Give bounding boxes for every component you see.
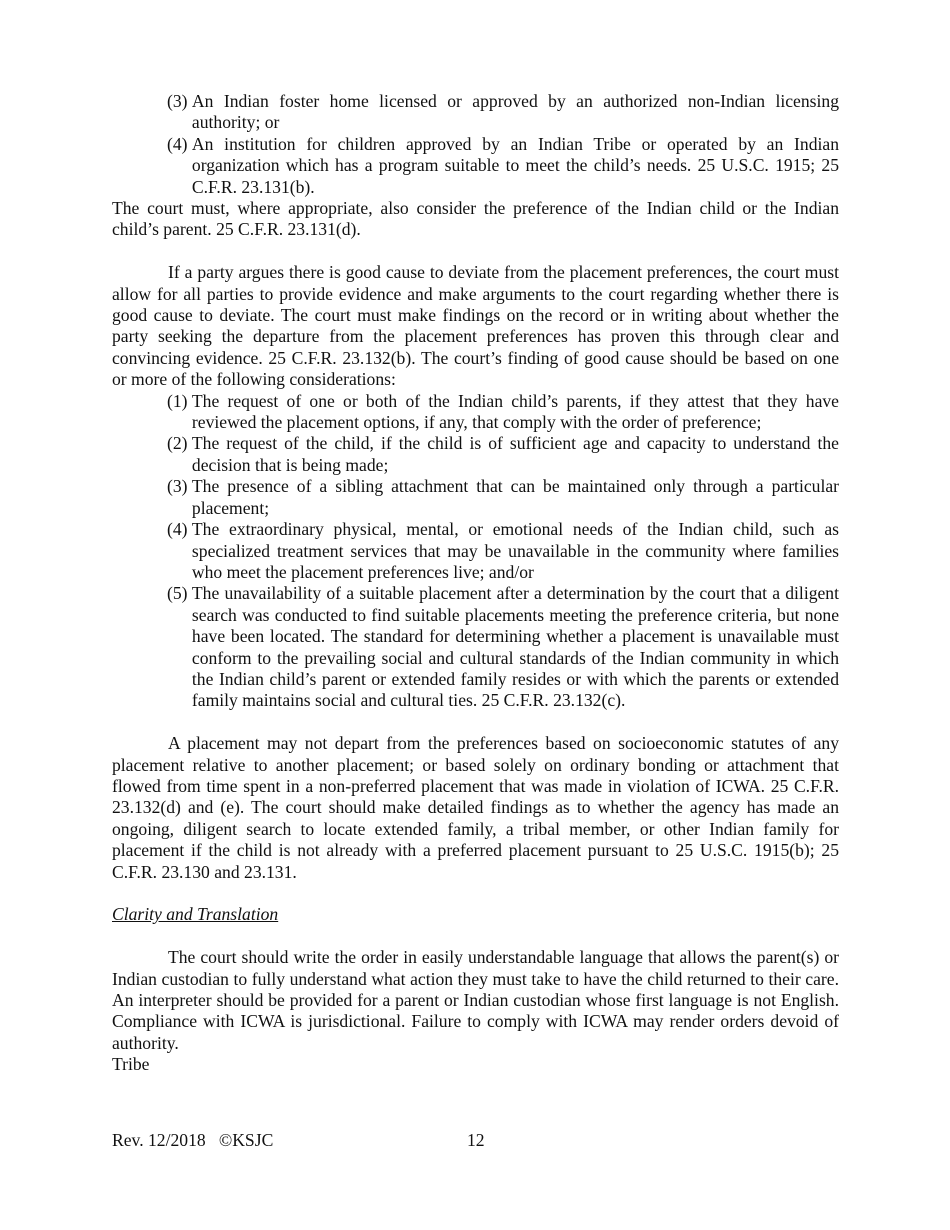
list-item-text: The request of the child, if the child is of sufficient age and capacity to understand the decision that is being made; — [191, 433, 839, 475]
list-item — [167, 91, 839, 134]
list-item — [167, 519, 839, 583]
paragraph-gap — [112, 883, 839, 904]
page-footer — [112, 1129, 839, 1151]
footer-revision: Rev. 12/2018 ©KSJC — [112, 1130, 274, 1150]
placement-preference-list — [167, 91, 839, 198]
list-item-text: The extraordinary physical, mental, or emotional needs of the Indian child, such as specialized treatment services that may be unavailable in the community where families who meet the placement preferences live; and/or — [191, 519, 839, 582]
paragraph-gap — [112, 241, 839, 262]
paragraph-gap — [112, 712, 839, 733]
good-cause-considerations-list — [167, 391, 839, 712]
list-item-text: The presence of a sibling attachment that can be maintained only through a particular placement; — [191, 476, 839, 518]
list-item-number: (5) — [167, 583, 192, 604]
list-item-text: An Indian foster home licensed or approved by an authorized non-Indian licensing authority; or — [191, 91, 839, 133]
section-heading-clarity — [112, 904, 839, 925]
paragraph-gap — [112, 926, 839, 947]
list-item — [167, 476, 839, 519]
list-item-text: An institution for children approved by an Indian Tribe or operated by an Indian organization which has a program suitable to meet the child’s needs. 25 U.S.C. 1915; 25 C.F.R. 23.131(b). — [191, 133, 839, 197]
list-item-number: (1) — [167, 390, 192, 411]
page-number: 12 — [467, 1130, 485, 1150]
paragraph-good-cause: If a party argues there is good cause to deviate from the placement preferences, the court must allow for all parties to provide evidence and make arguments to the court regarding whether there is good cause to deviate. The court must make findings on the record or in writing about whether the party seeking the departure from the placement preferences has proven this through clear and convincing evidence. 25 C.F.R. 23.132(b). The court’s finding of good cause should be based on one or more of the following considerations: — [112, 262, 839, 390]
list-item — [167, 391, 839, 434]
list-item-number: (3) — [167, 91, 192, 111]
list-item — [167, 433, 839, 476]
section-heading-text: Clarity and Translation — [112, 904, 279, 925]
paragraph-preference: The court must, where appropriate, also consider the preference of the Indian child or the Indian child’s parent. 25 C.F.R. 23.131(d). — [112, 198, 839, 240]
list-item-text: The request of one or both of the Indian child’s parents, if they attest that they have reviewed the placement options, if any, that comply with the order of preference; — [191, 390, 839, 433]
document-body — [112, 91, 839, 1076]
list-item-number: (3) — [167, 476, 192, 497]
paragraph-clarity: The court should write the order in easily understandable language that allows the parent(s) or Indian custodian to fully understand what action they must take to have the child returned to their care. An interpreter should be provided for a parent or Indian custodian whose first language is not English. Compliance with ICWA is jurisdictional. Failure to comply with ICWA may render orders devoid of authority. — [112, 947, 839, 1053]
list-item-number: (4) — [167, 133, 192, 154]
trailing-word: Tribe — [112, 1054, 150, 1075]
list-item-number: (4) — [167, 519, 192, 540]
paragraph-departure: A placement may not depart from the preferences based on socioeconomic statutes of any placement relative to another placement; or based solely on ordinary bonding or attachment that flowed from time spent in a non-preferred placement that was made in violation of ICWA. 25 C.F.R. 23.132(d) and (e). The court should make detailed findings as to whether the agency has made an ongoing, diligent search to locate extended family, a tribal member, or other Indian family for placement if the child is not already with a preferred placement pursuant to 25 U.S.C. 1915(b); 25 C.F.R. 23.130 and 23.131. — [112, 733, 839, 882]
list-item — [167, 134, 839, 198]
list-item-text: The unavailability of a suitable placement after a determination by the court that a diligent search was conducted to find suitable placements meeting the preference criteria, but none have been located. The standard for determining whether a placement is unavailable must conform to the prevailing social and cultural standards of the Indian community in which the Indian child’s parent or extended family resides or with which the parents or extended family maintains social and cultural ties. 25 C.F.R. 23.132(c). — [191, 583, 839, 711]
list-item-number: (2) — [167, 433, 192, 454]
list-item — [167, 583, 839, 711]
